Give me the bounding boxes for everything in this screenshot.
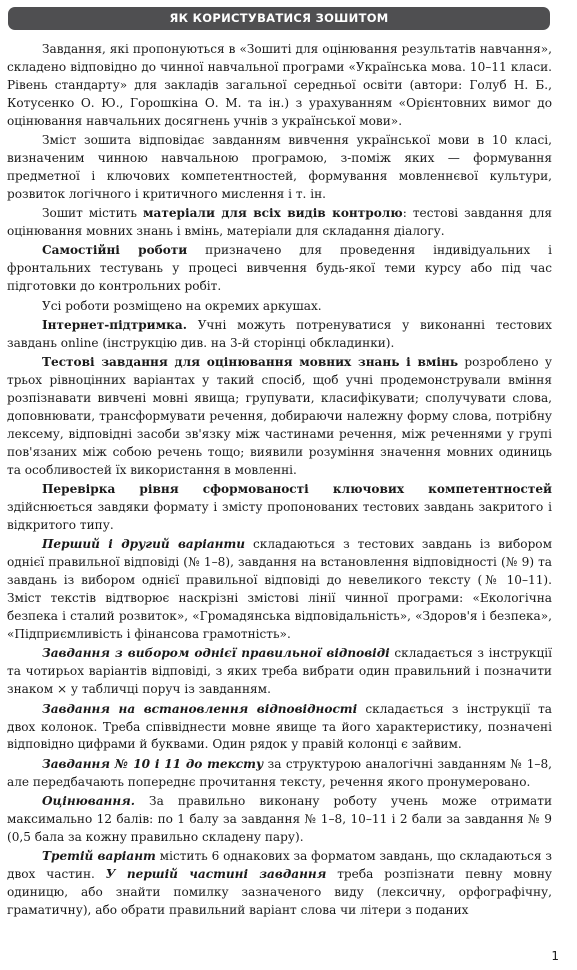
paragraph (7, 481, 552, 535)
paragraph-text: Зошит містить (42, 206, 143, 221)
page-number: 1 (551, 949, 559, 963)
emphasized-text: Завдання з вибором однієї правильної відповіді (42, 646, 390, 661)
paragraph-text: здійснюється завдяки формату і змісту пропонованих тестових завдань закритого і відкритого типу. (7, 500, 552, 533)
paragraph (7, 242, 552, 296)
emphasized-text: Тестові завдання для оцінювання мовних знань і вмінь (42, 355, 459, 370)
paragraph (7, 132, 552, 204)
instructions-text (7, 41, 552, 922)
paragraph (7, 298, 552, 316)
emphasized-text: матеріали для всіх видів контролю (143, 206, 403, 221)
emphasized-text: У першій частині завдання (105, 867, 327, 882)
paragraph-text: містить 6 однакових за форматом завдань, що складаються з двох частин. (7, 849, 552, 882)
emphasized-text: Перевірка рівня сформованості ключових компетентностей (42, 482, 552, 497)
emphasized-text: Завдання № 10 і 11 до тексту (42, 756, 264, 771)
paragraph-text: Усі роботи розміщено на окремих аркушах. (42, 298, 322, 313)
emphasized-text: Інтернет-підтримка. (42, 318, 187, 333)
paragraph-text: складається з інструкції та двох колонок. Треба співвіднести мовне явище та його характеристику, позначені відповідно цифрами й буквами. Один рядок у правій колонці є зайвим. (7, 701, 552, 752)
paragraph-text: Завдання, які пропонуються в «Зошиті для оцінювання результатів навчання», складено відповідно до чинної навчальної програми «Українська мова. 10–11 класи. Рівень стандарту» для закладів загальної середньої освіти (автори: Голуб Н. Б., Котусенко О. Ю., Горошкіна О. М. та ін.) з урахуванням «Орієнтовних вимог до оцінювання навчальних досягнень учнів з української мови». (7, 42, 552, 128)
paragraph (7, 701, 552, 755)
paragraph-text: за структурою аналогічні завданням № 1–8, але передбачають попереднє прочитання тексту, речення якого пронумеровано. (7, 756, 552, 789)
paragraph (7, 756, 552, 792)
paragraph-text: : тестові завдання для оцінювання мовних знань і вмінь, матеріали для складання діалогу. (7, 206, 553, 239)
paragraph-text: складається з інструкції та чотирьох варіантів відповіді, з яких треба вибрати один правильний і позначити знаком × у табличці поруч із завданням. (7, 646, 552, 697)
paragraph (7, 317, 552, 353)
emphasized-text: Третій варіант (42, 849, 156, 864)
paragraph (7, 354, 552, 479)
paragraph (7, 205, 552, 241)
section-title: ЯК КОРИСТУВАТИСЯ ЗОШИТОМ (169, 11, 389, 25)
paragraph (7, 793, 552, 847)
paragraph-text: Зміст зошита відповідає завданням вивчення української мови в 10 класі, визначеним чинною навчальною програмою, з-поміж яких — формування предметної і ключових компетентностей, формування мовленнєвої культури, розвиток логічного і критичного мислення і т. ін. (7, 133, 552, 201)
paragraph-text: призначено для проведення індивідуальних і фронтальних тестувань у процесі вивчення будь-якої теми курсу або під час підготовки до контрольних робіт. (7, 243, 552, 294)
paragraph-text: треба розпізнати певну мовну одиницю, або знайти помилку зазначеного виду (лексичну, орфографічну, граматичну), або обрати правильний варіант слова чи літери з поданих (7, 867, 553, 918)
paragraph-text: розроблено у трьох рівноцінних варіантах у такий спосіб, щоб учні продемонстрували вміння розпізнавати вивчені мовні явища; групувати, класифікувати; сполучувати слова, доповнювати, трансформувати речення, добираючи належну форму слова, потрібну лексему, відповідні засоби зв'язку між частинами речення, між реченнями у групі пов'язаних між собою речень тощо; виявили розуміння значення мовних одиниць та особливостей їх використання в мовленні. (7, 355, 552, 477)
emphasized-text: Перший і другий варіанти (42, 537, 246, 552)
paragraph (7, 848, 552, 920)
paragraph (7, 536, 552, 643)
section-header-bar (8, 7, 550, 30)
paragraph-text: За правильно виконану роботу учень може отримати максимально 12 балів: по 1 балу за завдання № 1–8, 10–11 і 2 бали за завдання № 9 (0,5 бала за кожну правильно складену пару). (7, 794, 552, 844)
paragraph (7, 41, 552, 131)
paragraph-text: складаються з тестових завдань із вибором однієї правильної відповіді (№ 1–8), завдання на встановлення відповідності (№ 9) та завдань із вибором однієї правильної відповіді до невеликого тексту (№ 10–11). Зміст текстів відтворює наскрізні змістові лінії чинної програми: «Екологічна безпека і сталий розвиток», «Громадянська відповідальність», «Здоров'я і безпека», «Підприємливість і фінансова грамотність». (7, 537, 552, 641)
paragraph (7, 645, 552, 699)
emphasized-text: Завдання на встановлення відповідності (42, 701, 358, 716)
emphasized-text: Оцінювання. (42, 794, 136, 809)
paragraph-text: Учні можуть потренуватися у виконанні тестових завдань online (інструкцію див. на 3-й сторінці обкладинки). (7, 318, 552, 350)
emphasized-text: Самостійні роботи (42, 243, 188, 258)
